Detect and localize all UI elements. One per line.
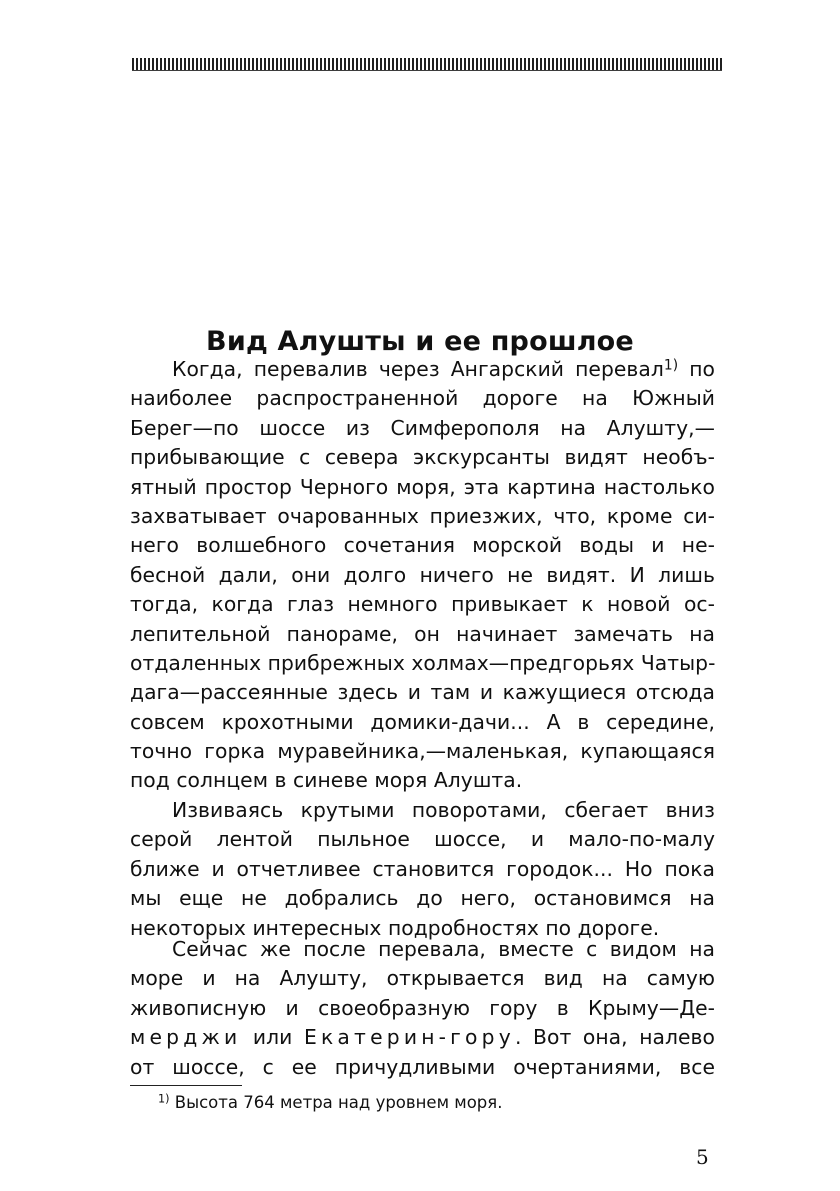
text-line: серой лентой пыльное шоссе, и мало-по-малу xyxy=(130,827,715,852)
text-line: совсем крохотными домики-дачи... А в середине, xyxy=(130,709,715,734)
text-line: него волшебного сочетания морской воды и не- xyxy=(130,533,715,558)
paragraph-1 xyxy=(130,355,715,796)
spaced-place-name: мерджи xyxy=(130,1025,242,1050)
text-line: мы еще не добрались до него, остановимся на xyxy=(130,886,715,911)
text-line: лепительной панораме, он начинает замечать на xyxy=(130,621,715,646)
text-line: ближе и отчетливее становится городок... Но пока xyxy=(130,856,715,881)
line-text: Когда, перевалив через Ангарский перевал xyxy=(172,357,664,381)
text-line: дага—рассеянные здесь и там и кажущиеся отсюда xyxy=(130,680,715,705)
paragraph-3 xyxy=(130,935,715,1082)
spaced-place-name: Екатерин-гору xyxy=(303,1025,515,1050)
top-ornament-rule xyxy=(132,58,722,71)
footnote xyxy=(158,1092,502,1114)
text-line: отдаленных прибрежных холмах—предгорьях Чатыр- xyxy=(130,650,715,675)
text-line: тогда, когда глаз немного привыкает к новой ос- xyxy=(130,592,715,617)
text-line: прибывающие с севера экскурсанты видят необъ- xyxy=(130,445,715,470)
text-line: точно горка муравейника,—маленькая, купающаяся xyxy=(130,739,715,764)
text-line: Сейчас же после перевала, вместе с видом на xyxy=(172,937,715,961)
text-line: море и на Алушту, открывается вид на самую xyxy=(130,966,715,991)
paragraph-2 xyxy=(130,796,715,943)
text-line xyxy=(130,994,715,1023)
line-text: или xyxy=(241,1025,304,1050)
text-line: Извиваясь крутыми поворотами, сбегает вниз xyxy=(172,798,715,822)
line-text: по xyxy=(678,357,715,381)
line-text: Де- xyxy=(679,995,715,1020)
text-line xyxy=(130,355,715,384)
line-text: живописную и своеобразную гору в Крыму— xyxy=(130,995,680,1020)
text-line: бесной дали, они долго ничего не видят. И лишь xyxy=(130,562,715,587)
text-line: Берег—по шоссе из Симферополя на Алушту,— xyxy=(130,415,715,440)
text-line xyxy=(130,1023,715,1052)
line-text: . Вот она, налево xyxy=(514,1025,715,1050)
text-line: от шоссе, с ее причудливыми очертаниями, все xyxy=(130,1054,715,1079)
text-line: захватывает очарованных приезжих, что, кроме си- xyxy=(130,503,715,528)
text-line: под солнцем в синеве моря Алушта. xyxy=(130,768,523,793)
footnote-marker: 1) xyxy=(158,1092,170,1106)
footnote-reference: 1) xyxy=(663,357,679,374)
text-line: некоторых интересных подробностях по дороге. xyxy=(130,915,660,940)
page-title: Вид Алушты и ее прошлое xyxy=(206,326,634,358)
text-line: ятный простор Черного моря, эта картина настолько xyxy=(130,474,715,499)
text-line: наиболее распространенной дороге на Южный xyxy=(130,386,715,411)
footnote-separator xyxy=(130,1085,242,1086)
footnote-text: Высота 764 метра над уровнем моря. xyxy=(169,1093,503,1112)
page-number: 5 xyxy=(696,1145,709,1169)
